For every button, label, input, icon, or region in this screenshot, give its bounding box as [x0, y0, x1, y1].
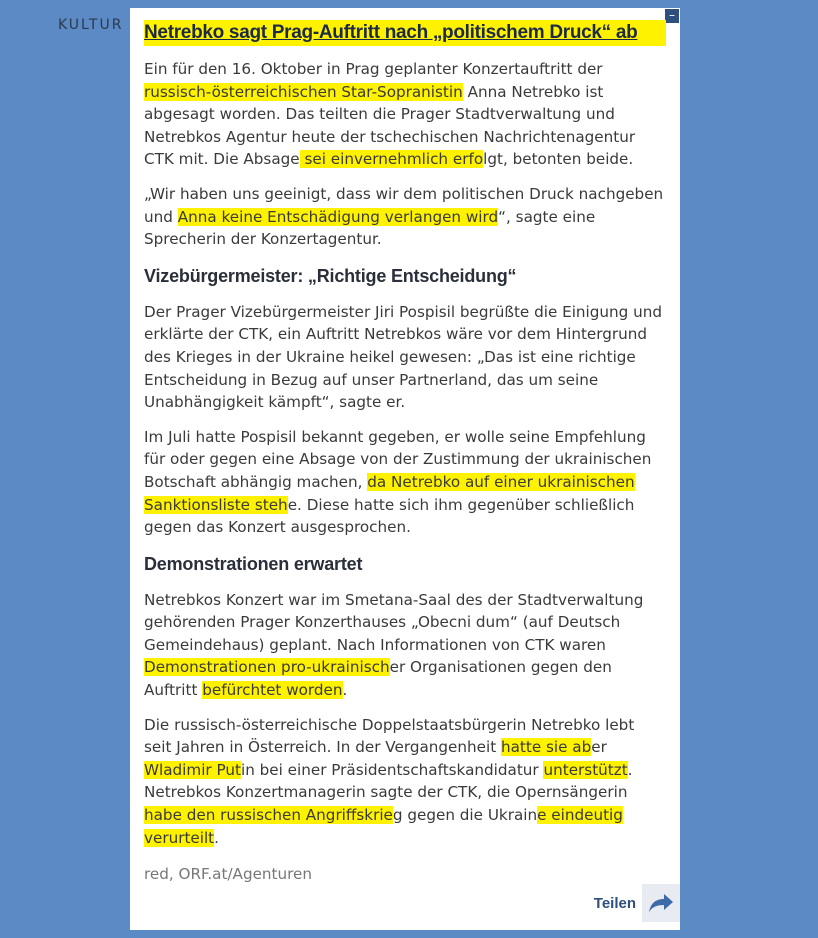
text: “, sagte eine Sprecherin der Konzertagentur. — [144, 207, 596, 249]
paragraph-3: Der Prager Vizebürgermeister Jiri Pospisil begrüßte die Einigung und erklärte der CTK, ein Auftritt Netrebkos wäre vor dem Hintergrund des Krieges in der Ukraine heikel gewesen: „Das ist eine richtige Entscheidung in Bezug auf unser Partnerland, das um seine Unabhängigkeit kämpft“, sagte er. — [144, 302, 663, 412]
highlight: e eindeutig verurteilt — [144, 806, 623, 847]
text: Ein für den 16. Oktober in Prag geplanter Konzertauftritt der — [144, 60, 603, 78]
text: „Wir haben uns geeinigt, dass wir dem politischen Druck nachgeben und — [144, 184, 664, 226]
text: . Netrebkos Konzertmanagerin sagte der CTK, die Opernsängerin — [144, 760, 633, 802]
highlight: Anna keine Entschädigung verlangen wird — [177, 207, 499, 226]
text: in bei einer Präsidentschaftskandidatur — [240, 760, 544, 779]
subheading-demonstrationen: Demonstrationen erwartet — [144, 553, 363, 574]
highlight: hatte sie ab — [500, 738, 592, 757]
article-body — [144, 18, 666, 886]
text: . — [214, 828, 219, 847]
article-source: red, ORF.at/Agenturen — [144, 865, 313, 884]
highlight: sei einvernehmlich erfo — [299, 150, 484, 169]
text: er Organisationen gegen den Auftritt — [144, 658, 612, 700]
section-category: KULTUR — [58, 17, 124, 33]
article-headline[interactable]: Netrebko sagt Prag-Auftritt nach „politischem Druck“ ab — [144, 20, 666, 46]
paragraph-6 — [144, 714, 666, 850]
subheading-vizebuergermeister: Vizebürgermeister: „Richtige Entscheidung“ — [144, 265, 517, 286]
text: Anna Netrebko ist abgesagt worden. Das teilten die Prager Stadtverwaltung und Netrebkos Agentur heute der tschechischen Nachrichtenagentur CTK mit. Die Absage — [144, 82, 636, 169]
text: e. Diese hatte sich ihm gegenüber schließlich gegen das Konzert ausgesprochen. — [144, 495, 635, 537]
collapse-button[interactable]: – — [665, 9, 679, 23]
highlight: da Netrebko auf einer ukrainischen Sanktionsliste steh — [144, 472, 635, 514]
highlight: befürchtet worden — [202, 681, 343, 700]
share-label[interactable]: Teilen — [593, 894, 636, 912]
text: er — [591, 738, 607, 757]
text: Die russisch-österreichische Doppelstaatsbürgerin Netrebko lebt seit Jahren in Österreich. In der Vergangenheit — [144, 715, 635, 757]
paragraph-2 — [144, 183, 666, 251]
paragraph-4 — [144, 426, 666, 539]
text: lgt, betonten beide. — [483, 150, 634, 169]
paragraph-5 — [144, 589, 666, 702]
paragraph-1 — [144, 58, 666, 171]
share-button[interactable] — [594, 884, 680, 922]
article-card — [130, 8, 680, 930]
highlight: unterstützt — [543, 760, 628, 779]
highlight: habe den russischen Angriffskrie — [144, 806, 393, 825]
text: . — [342, 681, 348, 700]
share-arrow-icon[interactable] — [642, 884, 680, 922]
highlight: Wladimir Put — [144, 760, 241, 779]
highlight: russisch-österreichischen Star-Sopranistin — [144, 82, 463, 101]
text: Netrebkos Konzert war im Smetana-Saal des der Stadtverwaltung gehörenden Prager Konzerthauses „Obecni dum“ (auf Deutsch Gemeindehaus) geplant. Nach Informationen von CTK waren — [144, 590, 644, 654]
highlight: Demonstrationen pro-ukrainisch — [144, 658, 390, 677]
text: Im Juli hatte Pospisil bekannt gegeben, er wolle seine Empfehlung für oder gegen eine Absage von der Zustimmung der ukrainischen Botschaft abhängig machen, — [144, 427, 652, 491]
text: g gegen die Ukrain — [392, 806, 538, 825]
